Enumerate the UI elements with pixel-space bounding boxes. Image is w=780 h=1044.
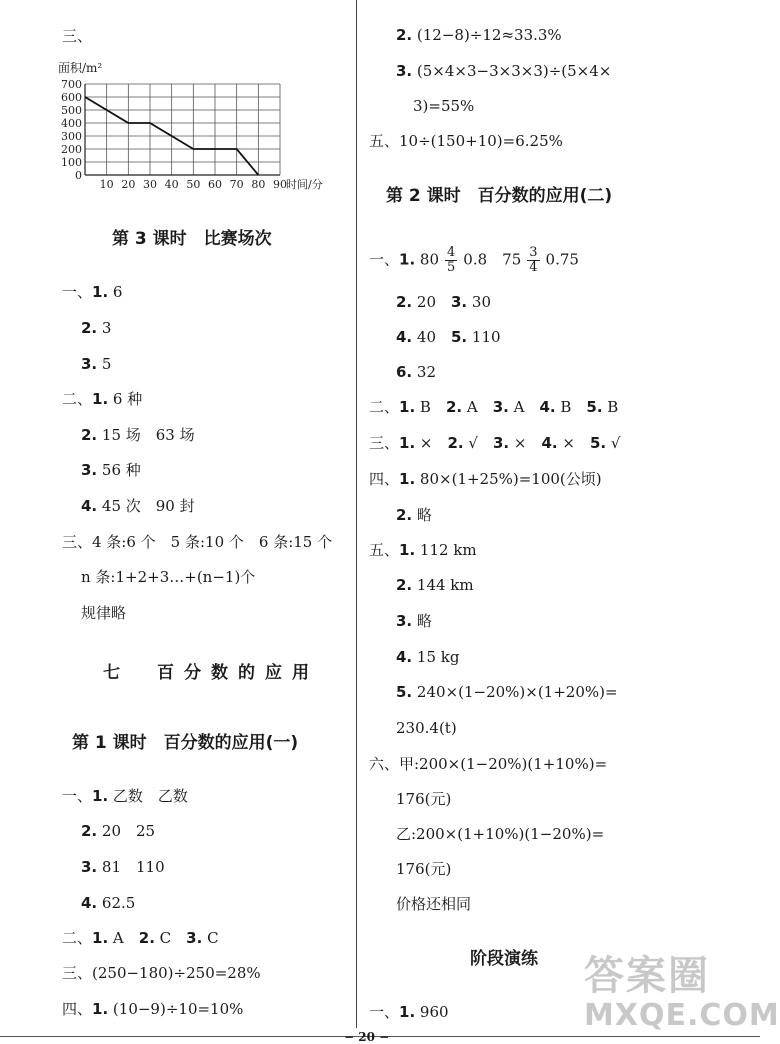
y-tick-label: 400 [61,117,82,130]
answer-line: 一、1. 960 [369,1003,449,1021]
answer-line: 三、4 条:6 个 5 条:10 个 6 条:15 个 [62,533,333,551]
area-time-line-chart [50,56,350,196]
y-tick-label: 700 [61,78,82,91]
answer-line: 3. 略 [396,612,432,630]
heading-lesson-1: 第 1 课时 百分数的应用(一) [72,733,299,753]
x-tick-label: 80 [251,178,266,191]
y-tick-label: 200 [61,143,82,156]
answer-line: 2. 144 km [396,576,474,594]
answer-line: 4. 15 kg [396,648,460,666]
answer-line: 3. 56 种 [81,461,141,479]
answer-line: 四、1. (10−9)÷10=10% [62,1000,244,1018]
x-axis-label: 时间/分 [286,178,323,191]
answer-line: 三、(250−180)÷250=28% [62,964,261,982]
section-3-label: 三、 [62,27,93,45]
x-tick-label: 10 [99,178,114,191]
heading-lesson-3: 第 3 课时 比赛场次 [112,229,272,249]
answer-line: 2. 20 25 [81,822,156,840]
answer-line: 二、1. 6 种 [62,390,143,408]
x-tick-label: 30 [143,178,157,191]
answer-line: 3. 81 110 [81,858,165,876]
answer-line: 6. 32 [396,363,436,381]
answer-line: 2. 15 场 63 场 [81,426,195,444]
page-number: − 20 − [344,1030,390,1044]
answer-line: 2. (12−8)÷12≈33.3% [396,26,562,44]
answer-line: 4. 45 次 90 封 [81,497,195,515]
answer-line: 价格还相同 [396,895,472,913]
answer-line: 二、1. A 2. C 3. C [62,929,219,947]
answer-line: 2. 3 [81,319,112,337]
answer-line: 3)=55% [413,97,475,115]
answer-line: 5. 240×(1−20%)×(1+20%)= [396,683,618,701]
answer-line: 176(元) [396,790,452,808]
heading-stage-practice: 阶段演练 [470,949,538,969]
x-tick-label: 90 [273,178,287,191]
x-tick-label: 20 [121,178,136,191]
answer-line: 一、1. 80 $\frac{4}{5}$ 0.8 75 $\frac{3}{4}$ 0.75 [369,245,579,275]
answer-line: 三、1. × 2. √ 3. × 4. × 5. √ [369,434,621,452]
answer-line: n 条:1+2+3…+(n−1)个 [81,568,256,586]
watermark-logo-text: 答案圈 [584,953,710,999]
x-tick-label: 60 [208,178,222,191]
answer-line: 六、甲:200×(1−20%)(1+10%)= [369,755,608,773]
answer-line: 2. 20 3. 30 [396,293,491,311]
y-tick-label: 100 [61,156,82,169]
answer-line: 规律略 [81,604,127,622]
x-tick-label: 50 [186,178,201,191]
y-tick-label: 0 [75,169,82,182]
answer-line: 二、1. B 2. A 3. A 4. B 5. B [369,398,619,416]
watermark-site-text: MXQE.COM [584,998,780,1033]
answer-line: 3. 5 [81,355,112,373]
answer-line: 乙:200×(1+10%)(1−20%)= [396,825,605,843]
answer-line: 四、1. 80×(1+25%)=100(公顷) [369,470,602,488]
answer-line: 2. 略 [396,506,432,524]
y-tick-label: 600 [61,91,82,104]
x-tick-label: 70 [229,178,244,191]
answer-line: 五、10÷(150+10)=6.25% [369,132,563,150]
heading-lesson-2: 第 2 课时 百分数的应用(二) [386,186,613,206]
fraction: $\frac{3}{4}$ [529,245,538,275]
answer-line: 176(元) [396,860,452,878]
answer-line: 230.4(t) [396,719,457,737]
y-axis-label: 面积/m² [58,61,103,75]
y-tick-label: 500 [61,104,82,117]
answer-line: 4. 40 5. 110 [396,328,501,346]
answer-line: 4. 62.5 [81,894,136,912]
x-tick-label: 40 [164,178,179,191]
answer-line: 一、1. 乙数 乙数 [62,787,188,805]
answer-line: 3. (5×4×3−3×3×3)÷(5×4× [396,62,612,80]
answer-line: 五、1. 112 km [369,541,477,559]
chapter-7-title: 七 百分数的应用 [103,663,319,683]
column-divider [356,0,357,1028]
answer-line: 一、1. 6 [62,283,123,301]
fraction: $\frac{4}{5}$ [447,245,456,275]
y-tick-label: 300 [61,130,82,143]
